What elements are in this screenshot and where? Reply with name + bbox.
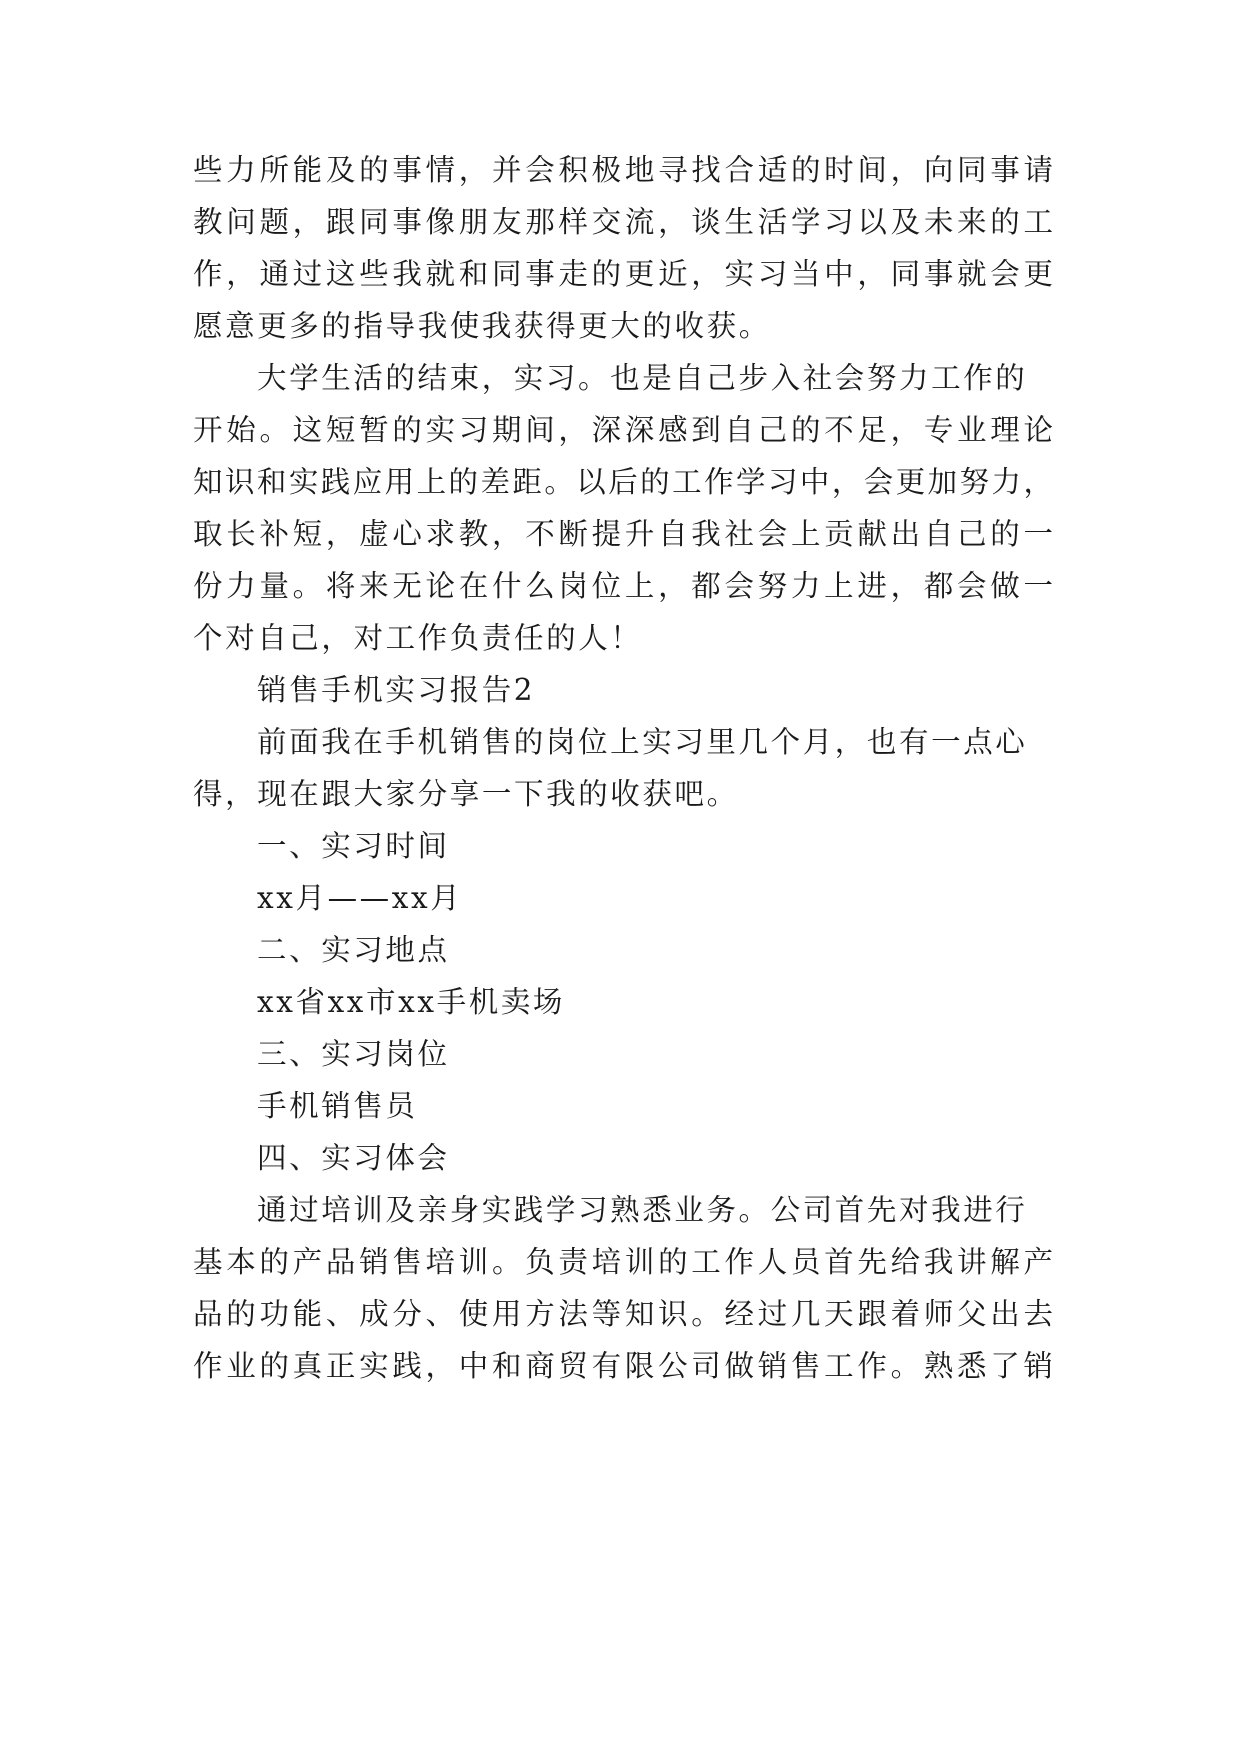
section-heading: 四、实习体会 — [257, 1141, 450, 1175]
section-heading: 一、实习时间 — [257, 829, 450, 863]
body-text-line: 教问题，跟同事像朋友那样交流，谈生活学习以及未来的工 — [193, 205, 1053, 239]
paragraph-first-line: 前面我在手机销售的岗位上实习里几个月，也有一点心 — [257, 725, 1028, 759]
body-text-line: 开始。这短暂的实习期间，深深感到自己的不足，专业理论 — [193, 413, 1053, 447]
section-content: xx省xx市xx手机卖场 — [257, 985, 566, 1019]
section-content: 手机销售员 — [257, 1089, 418, 1123]
body-text-line: 愿意更多的指导我使我获得更大的收获。 — [193, 309, 771, 343]
body-text-line: 份力量。将来无论在什么岗位上，都会努力上进，都会做一 — [193, 569, 1053, 603]
body-text-line: 作，通过这些我就和同事走的更近，实习当中，同事就会更 — [193, 257, 1053, 291]
paragraph-first-line: 大学生活的结束，实习。也是自己步入社会努力工作的 — [257, 361, 1028, 395]
body-text-line: 得，现在跟大家分享一下我的收获吧。 — [193, 777, 739, 811]
body-text-line: 个对自己，对工作负责任的人！ — [193, 621, 643, 655]
section-title: 销售手机实习报告2 — [257, 673, 536, 707]
body-text-line: 品的功能、成分、使用方法等知识。经过几天跟着师父出去 — [193, 1297, 1053, 1331]
body-text-line: 作业的真正实践，中和商贸有限公司做销售工作。熟悉了销 — [193, 1349, 1053, 1383]
section-content: xx月——xx月 — [257, 881, 463, 915]
body-text-line: 取长补短，虚心求教，不断提升自我社会上贡献出自己的一 — [193, 517, 1053, 551]
section-heading: 二、实习地点 — [257, 933, 450, 967]
section-heading: 三、实习岗位 — [257, 1037, 450, 1071]
body-text-line: 基本的产品销售培训。负责培训的工作人员首先给我讲解产 — [193, 1245, 1053, 1279]
paragraph-first-line: 通过培训及亲身实践学习熟悉业务。公司首先对我进行 — [257, 1193, 1028, 1227]
body-text-line: 些力所能及的事情，并会积极地寻找合适的时间，向同事请 — [193, 153, 1053, 187]
body-text-line: 知识和实践应用上的差距。以后的工作学习中，会更加努力， — [193, 465, 1053, 499]
